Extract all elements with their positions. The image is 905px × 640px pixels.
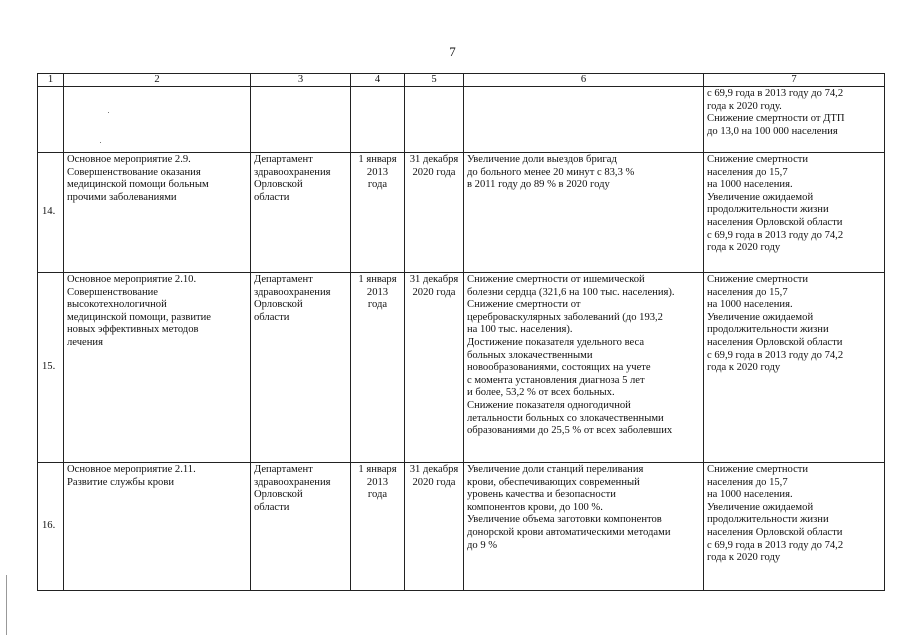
text-line: Департамент [254,464,313,475]
scan-speck [100,142,101,143]
text-line: донорской крови автоматическими методами [467,526,671,538]
text-line: Увеличение ожидаемой [707,501,814,513]
text-line: года к 2020 году [707,552,781,564]
text-line: высокотехнологичной [67,299,167,311]
table-row [38,463,885,591]
text-line: новообразованиями, состоящих на учете [467,362,651,374]
text-line: летальности больных со злокачественными [467,412,664,424]
cell-measure-name [64,273,251,463]
text-line: Орловской [254,299,303,311]
text-line: на 1000 населения. [707,179,793,191]
cell-executor [251,463,351,591]
text-line: новых эффективных методов [67,324,199,336]
cell-link-indicators [704,273,885,463]
text-line: крови, обеспечивающих современный [467,476,640,488]
cell-link-indicators [704,153,885,273]
text-line: в 2011 году до 89 % в 2020 году [467,179,610,191]
text-line: с 69,9 года в 2013 году до 74,2 [707,349,844,361]
column-header: 2 [64,74,251,87]
cell-start-date [351,463,405,591]
cell-measure-name [64,463,251,591]
text-line: населения до 15,7 [707,476,788,488]
column-header: 1 [38,74,64,87]
text-line: с 69,9 года в 2013 году до 74,2 [707,539,844,551]
text-line: медицинской помощи, развитие [67,311,212,323]
text-line: Увеличение ожидаемой [707,191,814,203]
text-line: населения до 15,7 [707,166,788,178]
text-line: Департамент [254,274,313,285]
cell-row-number: 15. [38,273,64,463]
text-line: больных злокачественными [467,349,593,361]
text-line: Снижение смертности [707,274,809,285]
cell-end-date [405,273,464,463]
text-line: с момента установления диагноза 5 лет [467,374,645,386]
table-header-row [38,74,885,87]
text-line: компонентов крови, до 100 %. [467,501,603,513]
cell-start-date [351,273,405,463]
text-line: Основное мероприятие 2.11. [67,464,196,475]
column-header: 7 [704,74,885,87]
text-line: года к 2020 году. [707,100,782,112]
text-line: Снижение показателя одногодичной [467,399,631,411]
text-line: года [367,489,388,501]
text-line: медицинской помощи больным [67,179,209,191]
text-line: Развитие службы крови [67,476,174,488]
table-row-continued [38,87,885,153]
text-line: продолжительности жизни [707,204,829,216]
text-line: на 1000 населения. [707,299,793,311]
column-header: 5 [405,74,464,87]
column-header: 3 [251,74,351,87]
text-line: Департамент [254,154,313,165]
text-line: продолжительности жизни [707,324,829,336]
text-line: 2013 [366,166,389,178]
text-line: Совершенствование оказания [67,166,201,178]
text-line: Увеличение ожидаемой [707,311,814,323]
text-line: Снижение смертности от ишемической [467,274,645,285]
text-line: здравоохранения [254,476,331,488]
text-line: до больного менее 20 минут с 83,3 % [467,166,635,178]
cell-expected-result [464,273,704,463]
text-line: населения Орловской области [707,336,843,348]
text-line: Снижение смертности от ДТП [707,113,845,125]
text-line: с 69,9 года в 2013 году до 74,2 [707,229,844,241]
text-line: болезни сердца (321,6 на 100 тыс. населения). [467,286,675,298]
text-line: Орловской [254,489,303,501]
column-header: 4 [351,74,405,87]
text-line: населения до 15,7 [707,286,788,298]
text-line: и более, 53,2 % от всех больных. [467,387,615,399]
text-line: цереброваскулярных заболеваний (до 193,2 [467,311,663,323]
text-line: Совершенствование [67,286,158,298]
text-line: 31 декабря [409,154,459,165]
text-line: Снижение смертности [707,154,809,165]
text-line: 1 января [358,274,397,285]
text-line: на 1000 населения. [707,489,793,501]
text-line: уровень качества и безопасности [467,489,616,501]
text-line: 31 декабря [409,464,459,475]
text-line: на 100 тыс. населения). [467,324,573,336]
text-line: до 9 % [467,539,498,551]
cell-start-date [351,153,405,273]
cell-expected-result [464,463,704,591]
text-line: 2013 [366,476,389,488]
text-line: Снижение смертности от [467,299,581,311]
program-measures-table [37,73,885,591]
text-line: 2020 года [412,166,456,178]
cell-row-number: 14. [38,153,64,273]
text-line: Снижение смертности [707,464,809,475]
text-line: образованиями до 25,5 % от всех заболевших [467,425,673,437]
text-line: 31 декабря [409,274,459,285]
text-line: года [367,179,388,191]
text-line: Основное мероприятие 2.9. [67,154,191,165]
text-line: населения Орловской области [707,216,843,228]
cell-link-indicators [704,87,885,153]
text-line: 1 января [358,464,397,475]
page-number: 7 [449,44,456,59]
text-line: области [254,191,290,203]
text-line: года к 2020 году [707,362,781,374]
text-line: до 13,0 на 100 000 населения [707,125,838,137]
text-line: Орловской [254,179,303,191]
text-line: 2020 года [412,286,456,298]
text-line: здравоохранения [254,286,331,298]
cell-end-date [405,463,464,591]
text-line: населения Орловской области [707,526,843,538]
text-line: лечения [67,336,103,348]
text-line: Увеличение доли станций переливания [467,464,644,475]
text-line: Увеличение объема заготовки компонентов [467,514,662,526]
table-row [38,153,885,273]
text-line: 1 января [358,154,397,165]
table-row [38,273,885,463]
cell-executor [251,273,351,463]
text-line: продолжительности жизни [707,514,829,526]
scan-speck [108,112,109,113]
text-line: здравоохранения [254,166,331,178]
text-line: с 69,9 года в 2013 году до 74,2 [707,88,844,99]
cell-executor [251,153,351,273]
text-line: Основное мероприятие 2.10. [67,274,197,285]
cell-end-date [405,153,464,273]
text-line: прочими заболеваниями [67,191,177,203]
cell-row-number: 16. [38,463,64,591]
text-line: года [367,299,388,311]
text-line: года к 2020 году [707,242,781,254]
column-header: 6 [464,74,704,87]
text-line: Увеличение доли выездов бригад [467,154,617,165]
cell-link-indicators [704,463,885,591]
text-line: 2020 года [412,476,456,488]
scan-margin-line [6,575,7,635]
cell-expected-result [464,153,704,273]
text-line: области [254,501,290,513]
cell-measure-name [64,153,251,273]
text-line: Достижение показателя удельного веса [467,336,645,348]
text-line: 2013 [366,286,389,298]
text-line: области [254,311,290,323]
